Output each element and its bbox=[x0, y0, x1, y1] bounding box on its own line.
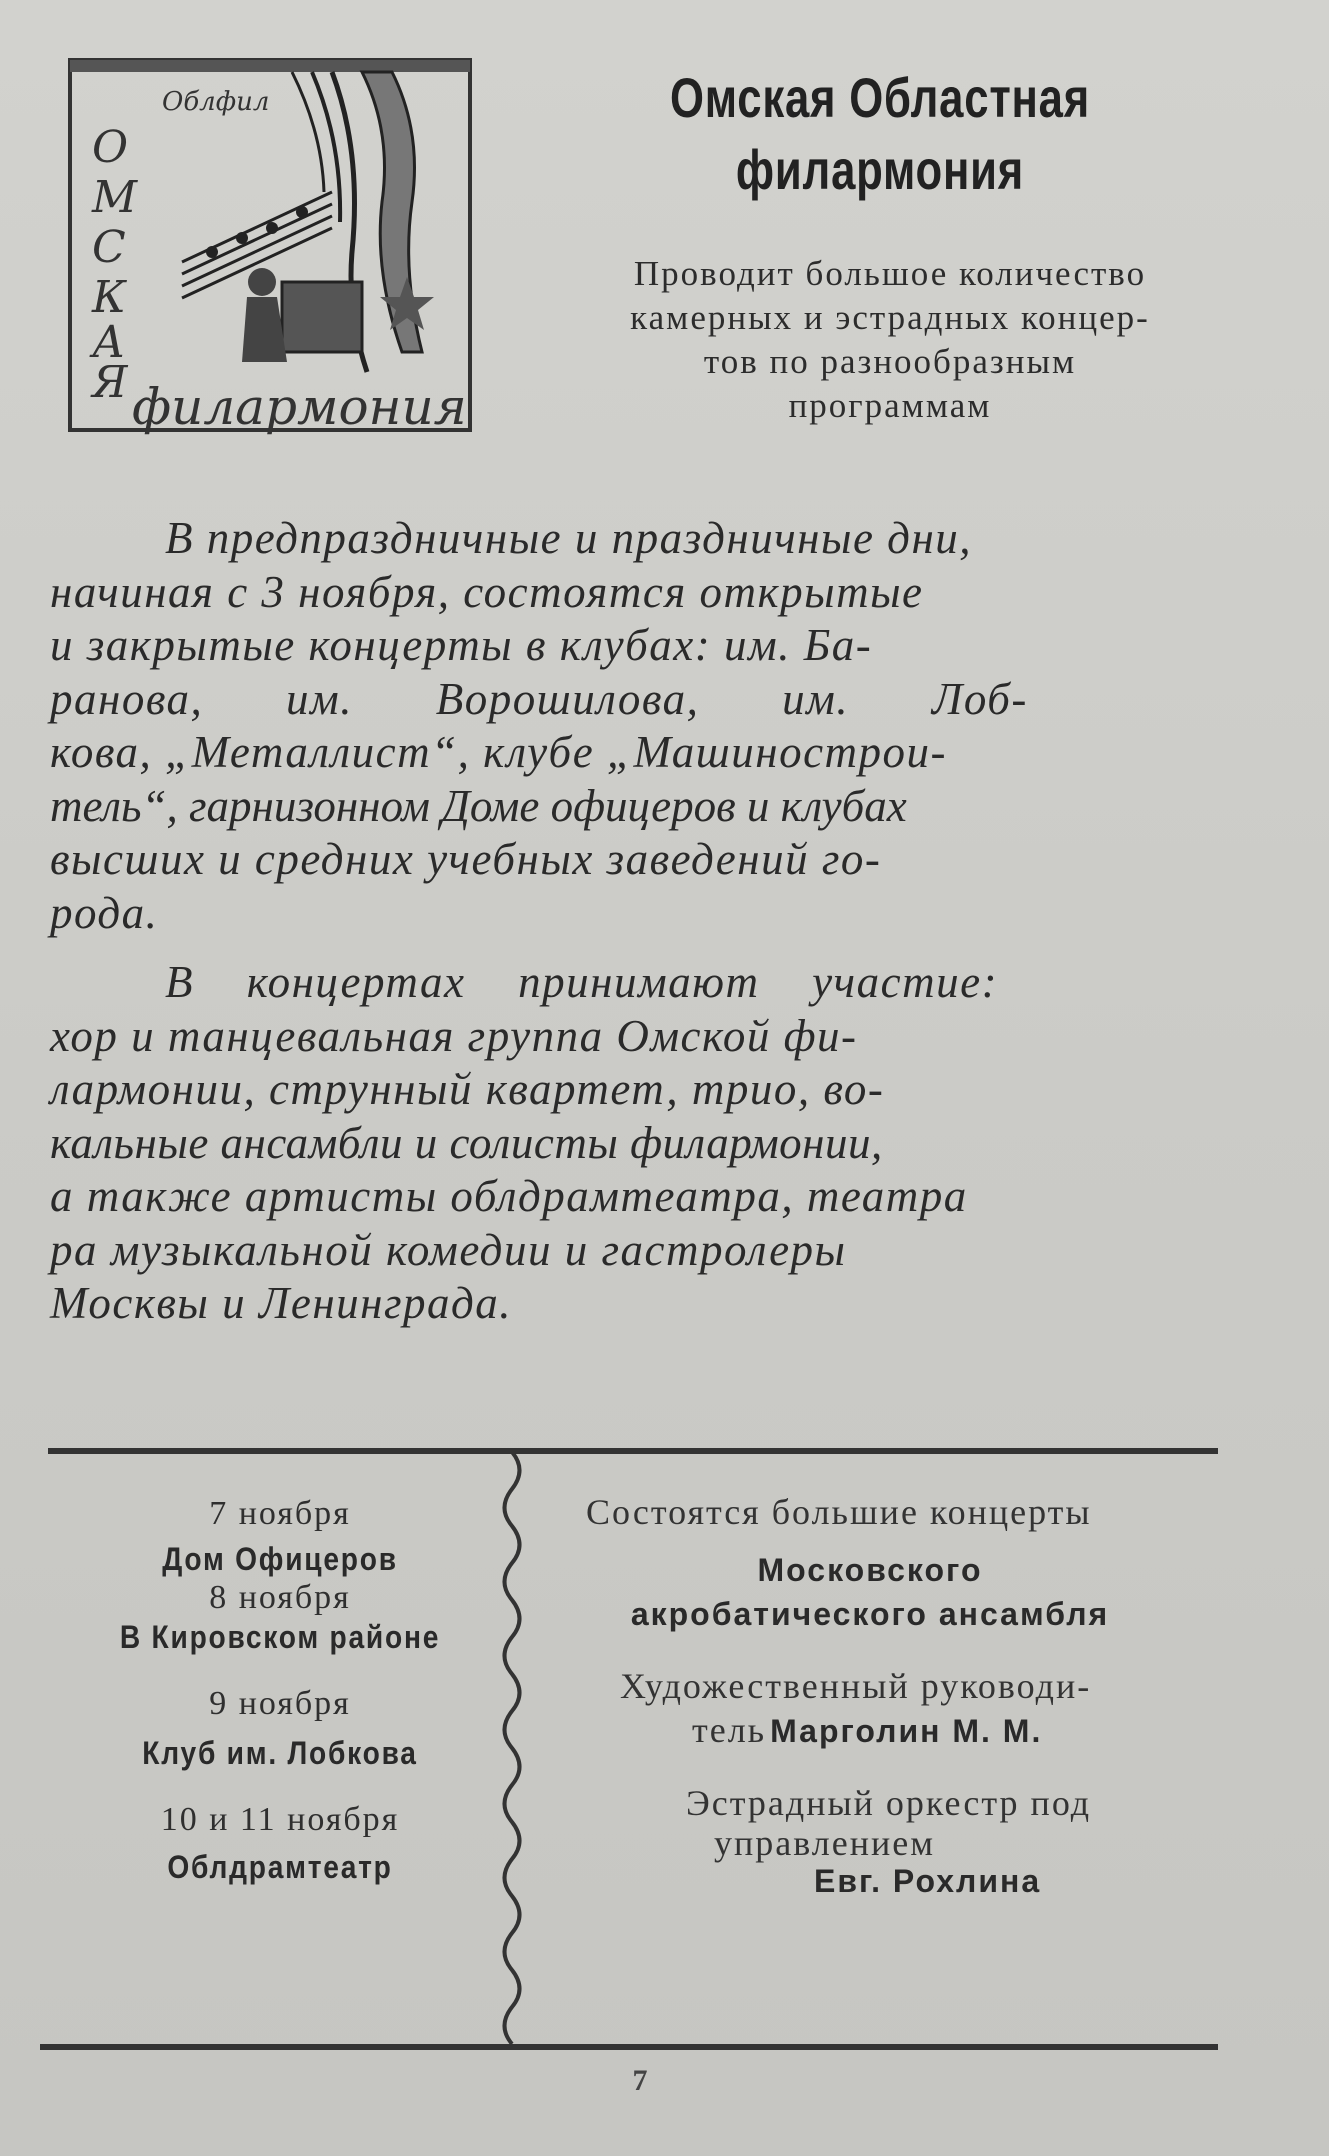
event-place: Клуб им. Лобкова bbox=[142, 1735, 418, 1771]
schedule-item bbox=[60, 1800, 500, 1886]
event-date: 9 ноября bbox=[209, 1685, 351, 1722]
schedule-item bbox=[60, 1578, 500, 1656]
svg-text:К: К bbox=[92, 272, 127, 323]
conductor-name: Евг. Рохлина bbox=[814, 1863, 1042, 1899]
header-description bbox=[530, 252, 1250, 428]
director-name: Марголин М. М. bbox=[770, 1713, 1043, 1749]
description-line: Проводит большое количество bbox=[633, 254, 1147, 293]
title-line-1: Омская Областная bbox=[669, 66, 1091, 129]
section-divider-top bbox=[48, 1448, 1218, 1454]
body-line: В предпраздничные и праздничные дни, bbox=[165, 513, 973, 563]
event-place: В Кировском районе bbox=[119, 1619, 441, 1655]
body-line: ра музыкальной комедии и гастролеры bbox=[50, 1224, 847, 1275]
body-line: и закрытые концерты в клубах: им. Ба- bbox=[50, 620, 873, 670]
body-line: кова, „Металлист“, клубе „Машинострои- bbox=[50, 727, 948, 777]
description-line: программам bbox=[788, 386, 992, 425]
title-line-2: филармония bbox=[735, 138, 1025, 201]
svg-text:О: О bbox=[92, 122, 129, 173]
body-line: высших и средних учебных заведений го- bbox=[50, 834, 882, 884]
concerts-info bbox=[570, 1490, 1240, 1903]
director-name-line bbox=[620, 1708, 1240, 1753]
event-date: 8 ноября bbox=[209, 1579, 351, 1616]
svg-text:А: А bbox=[92, 317, 126, 368]
svg-text:М: М bbox=[92, 172, 138, 223]
body-line: хор и танцевальная группа Омской фи- bbox=[50, 1010, 858, 1061]
section-divider-bottom bbox=[40, 2044, 1218, 2050]
event-date: 7 ноября bbox=[209, 1495, 351, 1532]
director-line: Художественный руководи- bbox=[620, 1666, 1092, 1706]
orchestra-line: управлением bbox=[714, 1823, 936, 1863]
svg-text:Я: Я bbox=[92, 357, 128, 408]
paragraph-2 bbox=[50, 956, 1230, 1331]
body-line: ранова, им. Ворошилова, им. Лоб- bbox=[50, 673, 1028, 724]
director-block bbox=[570, 1664, 1240, 1753]
svg-text:Облфил: Облфил bbox=[162, 87, 270, 117]
announcement-body bbox=[50, 512, 1230, 1331]
body-line: тель“, гарнизонном Доме офицеров и клубах bbox=[50, 780, 907, 831]
event-date: 10 и 11 ноября bbox=[160, 1801, 400, 1838]
body-line: начиная с 3 ноября, состоятся открытые bbox=[50, 566, 924, 617]
schedule-list bbox=[60, 1494, 500, 1886]
orchestra-line: Эстрадный оркестр под bbox=[686, 1783, 1092, 1823]
ensemble-name bbox=[570, 1548, 1170, 1636]
paragraph-1 bbox=[50, 512, 1230, 566]
director-prefix: тель bbox=[692, 1710, 767, 1750]
emblem-drawing bbox=[62, 52, 502, 442]
body-line: В концертах принимают участие: bbox=[165, 957, 999, 1007]
orchestra-block bbox=[570, 1781, 1240, 1903]
event-place: Дом Офицеров bbox=[162, 1541, 398, 1577]
svg-text:С: С bbox=[92, 222, 126, 273]
ensemble-line: акробатического ансамбля bbox=[630, 1596, 1110, 1632]
paragraph-1-continued bbox=[50, 566, 1230, 941]
description-line: камерных и эстрадных концер- bbox=[630, 298, 1150, 337]
body-line: рода. bbox=[50, 887, 159, 938]
body-line: кальные ансамбли и солисты филармонии, bbox=[50, 1117, 883, 1168]
event-place: Облдрамтеатр bbox=[167, 1849, 393, 1885]
philharmonic-emblem-logo bbox=[62, 52, 502, 442]
ensemble-line: Московского bbox=[757, 1552, 983, 1588]
schedule-item bbox=[60, 1494, 500, 1578]
page-number: 7 bbox=[632, 2064, 648, 2097]
concerts-intro: Состоятся большие концерты bbox=[586, 1492, 1092, 1532]
page-title bbox=[630, 62, 1129, 206]
body-line: лармонии, струнный квартет, трио, во- bbox=[50, 1064, 885, 1114]
schedule-item bbox=[60, 1684, 500, 1772]
body-line: а также артисты облдрамтеатра, театра bbox=[50, 1171, 968, 1221]
svg-text:филармония: филармония bbox=[132, 378, 467, 436]
body-line: Москвы и Ленинграда. bbox=[50, 1278, 513, 1328]
description-line: тов по разнообразным bbox=[703, 342, 1077, 381]
